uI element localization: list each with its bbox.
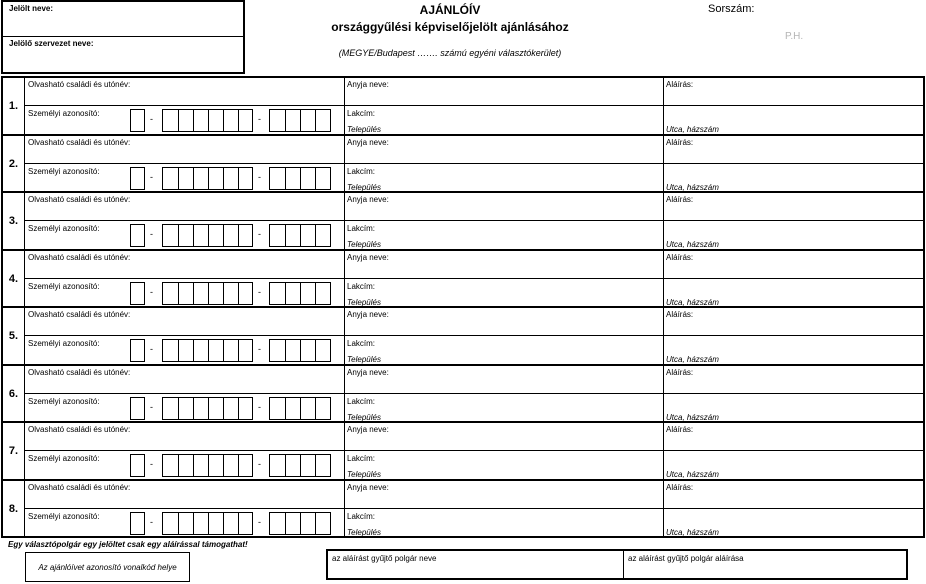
signer-row [3, 481, 923, 539]
id-digit-box[interactable] [130, 167, 145, 190]
digit-separator [178, 340, 179, 361]
digit-separator [178, 225, 179, 246]
id-digit-group[interactable] [162, 454, 253, 477]
digit-separator [223, 225, 224, 246]
row-number: 3. [3, 193, 25, 249]
name-field[interactable]: Olvasható családi és utónév: [28, 482, 131, 492]
row-divider [25, 105, 923, 106]
signature-field[interactable]: Aláírás: [666, 482, 694, 492]
mother-name-field[interactable]: Anyja neve: [347, 482, 389, 492]
signer-row [3, 251, 923, 309]
mother-name-field[interactable]: Anyja neve: [347, 195, 389, 204]
row-number: 2. [3, 136, 25, 192]
row-number: 4. [3, 251, 25, 307]
digit-separator [178, 455, 179, 476]
id-dash: - [258, 344, 261, 354]
personal-id-label: Személyi azonosító: [28, 224, 100, 233]
signature-field[interactable]: Aláírás: [666, 310, 694, 319]
digit-separator [285, 283, 286, 304]
mother-name-field[interactable]: Anyja neve: [347, 310, 389, 319]
signer-row [3, 423, 923, 481]
digit-separator [178, 168, 179, 189]
digit-separator [285, 168, 286, 189]
digit-separator [300, 455, 301, 476]
personal-id-label: Személyi azonosító: [28, 396, 100, 406]
digit-separator [208, 110, 209, 131]
row-divider [25, 335, 923, 336]
digit-separator [300, 225, 301, 246]
digit-separator [285, 340, 286, 361]
digit-separator [300, 168, 301, 189]
column-divider [344, 308, 345, 364]
id-dash: - [258, 401, 261, 412]
id-digit-box[interactable] [130, 454, 145, 477]
id-digit-group[interactable] [269, 167, 331, 190]
name-field[interactable]: Olvasható családi és utónév: [28, 425, 131, 434]
digit-separator [223, 513, 224, 534]
id-dash: - [258, 114, 261, 124]
id-digit-group[interactable] [269, 109, 331, 132]
digit-separator [208, 398, 209, 419]
column-divider [663, 308, 664, 364]
personal-id-label: Személyi azonosító: [28, 166, 100, 176]
address-field[interactable]: Lakcím: [347, 396, 376, 406]
digit-separator [285, 225, 286, 246]
row-divider [25, 278, 923, 279]
street-label: Utca, házszám [666, 297, 719, 307]
id-digit-group[interactable] [269, 339, 331, 362]
digit-separator [223, 110, 224, 131]
id-digit-group[interactable] [269, 397, 331, 420]
mother-name-field[interactable]: Anyja neve: [347, 425, 389, 434]
barcode-area [25, 552, 190, 582]
street-label: Utca, házszám [666, 355, 719, 364]
column-divider [663, 423, 664, 479]
digit-separator [238, 225, 239, 246]
address-field[interactable]: Lakcím: [347, 339, 376, 348]
street-label: Utca, házszám [666, 182, 719, 192]
candidate-name-field[interactable] [3, 2, 243, 37]
id-dash: - [258, 229, 261, 239]
digit-separator [193, 455, 194, 476]
column-divider [344, 481, 345, 539]
signature-field[interactable]: Aláírás: [666, 425, 694, 434]
digit-separator [223, 455, 224, 476]
digit-separator [315, 283, 316, 304]
signature-field[interactable]: Aláírás: [666, 367, 694, 377]
signature-field[interactable]: Aláírás: [666, 80, 694, 89]
id-dash: - [150, 171, 153, 182]
column-divider [344, 78, 345, 134]
row-divider [25, 163, 923, 164]
id-digit-box[interactable] [130, 109, 145, 132]
id-digit-group[interactable] [162, 397, 253, 420]
barcode-label: Az ajánlóívet azonosító vonalkód helye [38, 563, 177, 572]
row-divider [25, 450, 923, 451]
digit-separator [223, 398, 224, 419]
digit-separator [193, 283, 194, 304]
digit-separator [315, 398, 316, 419]
signature-field[interactable]: Aláírás: [666, 195, 694, 204]
id-digit-group[interactable] [162, 167, 253, 190]
id-dash: - [258, 516, 261, 527]
digit-separator [300, 110, 301, 131]
collector-divider [623, 551, 624, 578]
column-divider [344, 193, 345, 249]
digit-separator [193, 340, 194, 361]
digit-separator [315, 513, 316, 534]
id-dash: - [150, 344, 153, 354]
id-digit-group[interactable] [269, 512, 331, 535]
candidate-info-box [1, 0, 245, 74]
digit-separator [238, 455, 239, 476]
digit-separator [208, 225, 209, 246]
id-digit-box[interactable] [130, 339, 145, 362]
column-divider [663, 481, 664, 539]
digit-separator [178, 513, 179, 534]
settlement-label: Település [347, 125, 381, 134]
signer-row [3, 308, 923, 366]
name-field[interactable]: Olvasható családi és utónév: [28, 137, 131, 147]
digit-separator [208, 455, 209, 476]
signature-field[interactable]: Aláírás: [666, 252, 694, 262]
column-divider [344, 423, 345, 479]
settlement-label: Település [347, 355, 381, 364]
digit-separator [178, 110, 179, 131]
id-digit-group[interactable] [269, 282, 331, 305]
form-title: AJÁNLÓÍV [419, 3, 481, 17]
id-dash: - [150, 401, 153, 412]
name-field[interactable]: Olvasható családi és utónév: [28, 80, 131, 89]
settlement-label: Település [347, 240, 381, 249]
id-digit-group[interactable] [162, 224, 253, 247]
digit-separator [208, 168, 209, 189]
digit-separator [315, 168, 316, 189]
collector-box [326, 549, 908, 580]
name-field[interactable]: Olvasható családi és utónév: [28, 252, 131, 262]
signer-row [3, 193, 923, 251]
digit-separator [193, 110, 194, 131]
address-field[interactable]: Lakcím: [347, 109, 376, 118]
serial-number-label: Sorszám: [708, 3, 755, 15]
id-digit-group[interactable] [269, 224, 331, 247]
digit-separator [223, 340, 224, 361]
digit-separator [315, 110, 316, 131]
row-number: 8. [3, 481, 25, 539]
id-dash: - [258, 171, 261, 182]
digit-separator [193, 513, 194, 534]
id-digit-group[interactable] [162, 339, 253, 362]
mother-name-field[interactable]: Anyja neve: [347, 137, 389, 147]
form-subtitle: (MEGYE/Budapest ……. számú egyéni választókerület) [338, 48, 562, 58]
id-dash: - [150, 459, 153, 469]
signature-field[interactable]: Aláírás: [666, 137, 694, 147]
id-dash: - [150, 229, 153, 239]
row-number: 5. [3, 308, 25, 364]
footer-note: Egy választópolgár egy jelöltet csak egy aláírással támogathat! [8, 540, 248, 549]
column-divider [344, 136, 345, 192]
digit-separator [238, 340, 239, 361]
id-dash: - [150, 286, 153, 297]
id-digit-box[interactable] [130, 282, 145, 305]
settlement-label: Település [347, 182, 381, 192]
id-digit-group[interactable] [162, 512, 253, 535]
mother-name-field[interactable]: Anyja neve: [347, 80, 389, 89]
nominating-org-field[interactable] [3, 37, 243, 74]
settlement-label: Település [347, 297, 381, 307]
row-number: 7. [3, 423, 25, 479]
street-label: Utca, házszám [666, 470, 719, 479]
form-title-line2: országgyűlési képviselőjelölt ajánlásához [331, 20, 569, 34]
id-dash: - [150, 114, 153, 124]
id-digit-group[interactable] [269, 454, 331, 477]
collector-signature-field[interactable]: az aláírást gyűjtő polgár aláírása [628, 554, 744, 563]
personal-id-label: Személyi azonosító: [28, 511, 100, 521]
mother-name-field[interactable]: Anyja neve: [347, 252, 389, 262]
column-divider [344, 251, 345, 307]
name-field[interactable]: Olvasható családi és utónév: [28, 195, 131, 204]
id-dash: - [258, 286, 261, 297]
digit-separator [193, 225, 194, 246]
digit-separator [193, 398, 194, 419]
address-field[interactable]: Lakcím: [347, 166, 376, 176]
digit-separator [285, 513, 286, 534]
settlement-label: Település [347, 470, 381, 479]
mother-name-field[interactable]: Anyja neve: [347, 367, 389, 377]
digit-separator [315, 340, 316, 361]
nominating-org-label: Jelölő szervezet neve: [9, 39, 94, 48]
digit-separator [315, 225, 316, 246]
column-divider [663, 78, 664, 134]
digit-separator [223, 283, 224, 304]
address-field[interactable]: Lakcím: [347, 511, 376, 521]
address-field[interactable]: Lakcím: [347, 281, 376, 291]
digit-separator [178, 398, 179, 419]
signer-row [3, 136, 923, 194]
street-label: Utca, házszám [666, 240, 719, 249]
digit-separator [300, 513, 301, 534]
row-divider [25, 508, 923, 509]
stamp-placeholder: P.H. [785, 31, 804, 42]
digit-separator [193, 168, 194, 189]
address-field[interactable]: Lakcím: [347, 224, 376, 233]
id-digit-group[interactable] [162, 282, 253, 305]
name-field[interactable]: Olvasható családi és utónév: [28, 310, 131, 319]
id-dash: - [150, 516, 153, 527]
settlement-label: Település [347, 412, 381, 422]
name-field[interactable]: Olvasható családi és utónév: [28, 367, 131, 377]
digit-separator [300, 283, 301, 304]
digit-separator [178, 283, 179, 304]
signer-row [3, 78, 923, 136]
id-digit-box[interactable] [130, 397, 145, 420]
column-divider [663, 193, 664, 249]
digit-separator [238, 168, 239, 189]
street-label: Utca, házszám [666, 527, 719, 537]
address-field[interactable]: Lakcím: [347, 454, 376, 463]
personal-id-label: Személyi azonosító: [28, 109, 100, 118]
digit-separator [238, 398, 239, 419]
column-divider [344, 366, 345, 422]
settlement-label: Település [347, 527, 381, 537]
digit-separator [285, 398, 286, 419]
digit-separator [238, 110, 239, 131]
row-divider [25, 393, 923, 394]
digit-separator [223, 168, 224, 189]
collector-name-field[interactable]: az aláírást gyűjtő polgár neve [332, 554, 437, 563]
personal-id-label: Személyi azonosító: [28, 281, 100, 291]
digit-separator [238, 283, 239, 304]
row-number: 6. [3, 366, 25, 422]
column-divider [663, 366, 664, 422]
personal-id-label: Személyi azonosító: [28, 339, 100, 348]
digit-separator [208, 283, 209, 304]
id-digit-group[interactable] [162, 109, 253, 132]
column-divider [663, 136, 664, 192]
candidate-name-label: Jelölt neve: [9, 4, 54, 13]
digit-separator [315, 455, 316, 476]
digit-separator [300, 398, 301, 419]
digit-separator [285, 455, 286, 476]
personal-id-label: Személyi azonosító: [28, 454, 100, 463]
digit-separator [208, 340, 209, 361]
signer-row [3, 366, 923, 424]
id-digit-box[interactable] [130, 224, 145, 247]
id-dash: - [258, 459, 261, 469]
signature-table [1, 76, 925, 538]
column-divider [663, 251, 664, 307]
row-divider [25, 220, 923, 221]
row-number: 1. [3, 78, 25, 134]
digit-separator [208, 513, 209, 534]
digit-separator [238, 513, 239, 534]
street-label: Utca, házszám [666, 412, 719, 422]
digit-separator [300, 340, 301, 361]
id-digit-box[interactable] [130, 512, 145, 535]
digit-separator [285, 110, 286, 131]
street-label: Utca, házszám [666, 125, 719, 134]
